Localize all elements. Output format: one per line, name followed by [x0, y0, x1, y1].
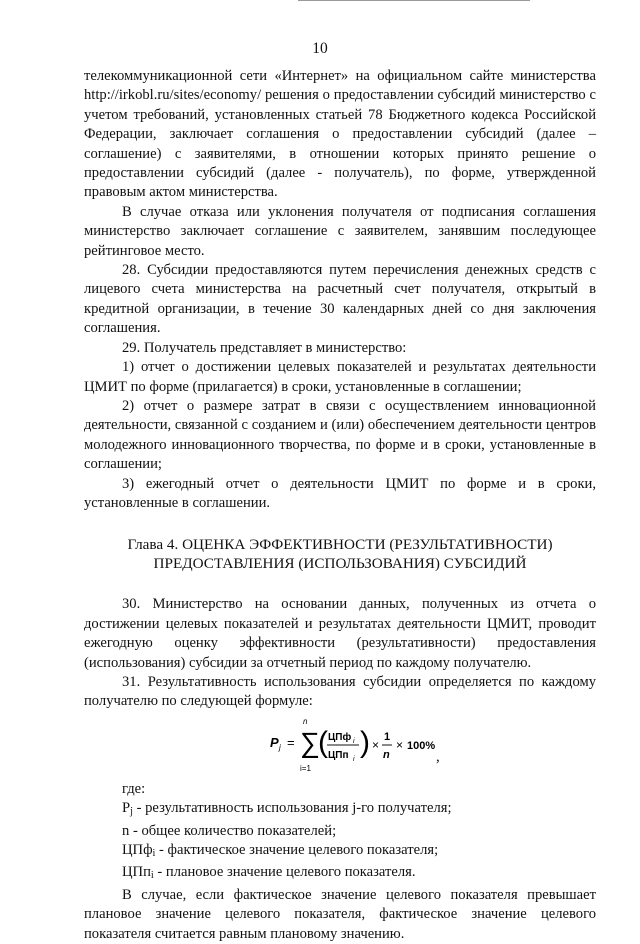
definition-fact-symbol: ЦПф [122, 842, 153, 858]
formula-denominator-sub: i [353, 755, 355, 763]
formula-equals: = [287, 734, 295, 750]
formula-sum-upper: n [303, 716, 308, 726]
paragraph-31: 31. Результативность использования субсидии определяется по каждому получателю по следующей формуле: [84, 673, 596, 710]
paragraph-28: 28. Субсидии предоставляются путем перечисления денежных средств с лицевого счета министерства на расчетный счет получателя, открытый в кредитной организации, в течение 30 календарных дней со дня заключения соглашения. [84, 262, 596, 337]
paragraph-intro: телекоммуникационной сети «Интернет» на официальном сайте министерства http://irkobl.ru/sites/economy/ решения о предоставлении субсидий министерство с учетом требований, установленных статьей 78 Бюджетного кодекса Российской Федерации, заключает соглашения о предоставлении субсидий (далее – соглашение) с заявителями, в отношении которых принято решение о предоставлении субсидий (далее - получатель), по форме, утвержденной правовым актом министерства. [84, 68, 596, 201]
definition-fact [84, 841, 596, 863]
formula-percent: 100% [407, 739, 436, 752]
definition-p-symbol: P [122, 800, 131, 817]
formula-lhs-sub: j [279, 742, 281, 752]
definition-n: n - общее количество показателей; [122, 822, 337, 839]
definition-fact-text: - фактическое значение целевого показателя; [155, 842, 439, 858]
where-label: где: [122, 780, 146, 797]
paragraph-exceeds: В случае, если фактическое значение целевого показателя превышает плановое значение целевого показателя, фактическое значение целевого показателя считается равным плановому значению. [84, 886, 596, 942]
effectiveness-formula [270, 714, 440, 776]
definition-p [84, 799, 596, 821]
paragraph-29: 29. Получатель представляет в министерство: [122, 339, 407, 356]
top-rule [298, 0, 530, 1]
definition-p-text: - результативность использования j-го получателя; [132, 800, 452, 817]
formula-frac-den: n [383, 748, 390, 761]
chapter-heading: Глава 4. ОЦЕНКА ЭФФЕКТИВНОСТИ (РЕЗУЛЬТАТИВНОСТИ) ПРЕДОСТАВЛЕНИЯ (ИСПОЛЬЗОВАНИЯ) СУБСИДИЙ [127, 536, 553, 573]
definition-plan-subscript: i [150, 870, 154, 882]
formula-mult-1: × [372, 737, 380, 752]
list-item-2: 2) отчет о размере затрат в связи с осуществлением инновационной деятельности, связанной с созданием и (или) обеспечением деятельности центров молодежного инновационного творчества, по форме и в сроки, установленные в соглашении; [84, 397, 596, 473]
paragraph-refusal: В случае отказа или уклонения получателя от подписания соглашения министерство заключает соглашение с заявителем, занявшим последующее рейтинговое место. [84, 203, 596, 259]
paragraph-30: 30. Министерство на основании данных, полученных из отчета о достижении целевых показателей и результатах деятельности ЦМИТ, проводит ежегодную оценку эффективности (результативности) предоставления (использования) субсидии за отчетный период по каждому получателю. [84, 596, 596, 671]
formula-comma: , [436, 748, 440, 765]
definition-plan [84, 863, 596, 885]
page-number: 10 [312, 40, 328, 57]
formula-numerator: ЦПф [328, 731, 352, 743]
formula-denominator: ЦПп [328, 749, 349, 761]
formula-numerator-sub: i [353, 737, 355, 745]
right-paren-icon: ) [360, 725, 370, 759]
definition-plan-symbol: ЦПп [122, 864, 151, 881]
formula-frac-num: 1 [384, 730, 391, 743]
formula-sum-lower: i=1 [300, 763, 311, 773]
sum-icon: ∑ [300, 726, 320, 758]
list-item-1: 1) отчет о достижении целевых показателей и результатах деятельности ЦМИТ по форме (прилагается) в сроки, установленные в соглашении; [84, 359, 596, 395]
document-body [84, 67, 596, 944]
formula-block [84, 714, 596, 776]
definition-plan-text: - плановое значение целевого показателя. [153, 864, 416, 881]
left-paren-icon: ( [318, 725, 328, 759]
definition-p-subscript: j [130, 806, 133, 818]
definition-fact-subscript: i [152, 848, 156, 859]
formula-lhs: P [270, 734, 279, 750]
list-item-3: 3) ежегодный отчет о деятельности ЦМИТ по форме и в сроки, установленные в соглашении. [84, 475, 596, 511]
formula-mult-2: × [396, 737, 404, 752]
